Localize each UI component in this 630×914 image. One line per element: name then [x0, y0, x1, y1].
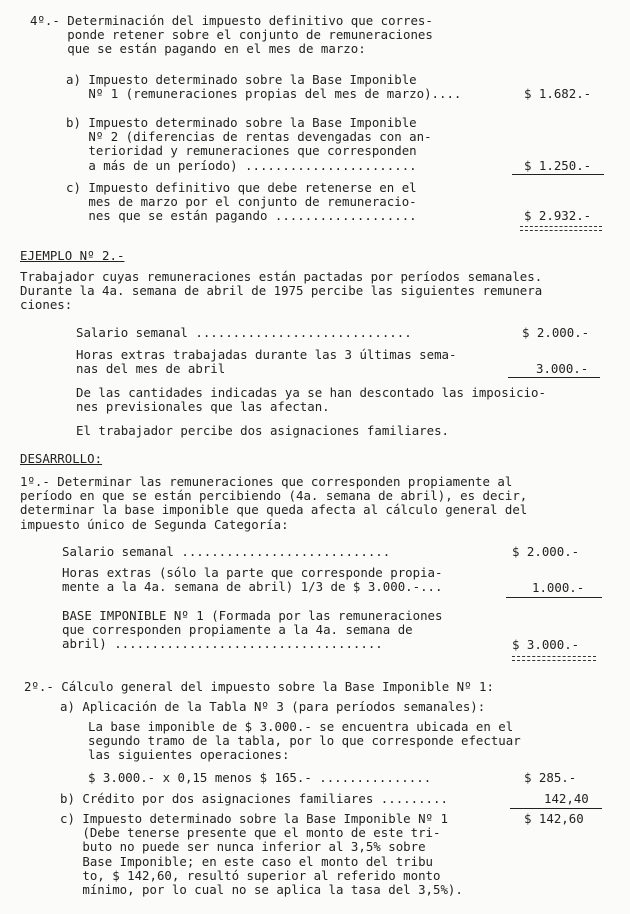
section4-item-b	[66, 116, 432, 173]
step1-overtime	[62, 566, 442, 594]
step2-c-line: Base Imponible; en este caso el monto del tribu	[60, 853, 433, 869]
overtime-block	[76, 348, 456, 376]
item-text-line: Nº 1 (remuneraciones propias del mes de marzo)....	[66, 86, 462, 102]
step1-line: impuesto único de Segunda Categoría:	[20, 516, 289, 532]
step1-overtime-line: Horas extras (sólo la parte que corresponde propia-	[62, 565, 443, 580]
step1-base-line: que corresponden propiamente a la 4a. semana de	[62, 622, 413, 638]
step1-salary-amount: $ 2.000.-	[512, 544, 580, 559]
step1-base-amount: $ 3.000.-	[512, 637, 580, 652]
section4-heading-line: ponde retener sobre el conjunto de remuneraciones	[30, 27, 433, 43]
item-text-line: terioridad y remuneraciones que corresponden	[66, 143, 417, 159]
intro-line: Trabajador cuyas remuneraciones están pactadas por períodos semanales.	[20, 269, 543, 284]
salary-label: Salario semanal .............................	[76, 325, 412, 340]
step2-item-b-label: b) Crédito por dos asignaciones familiares .........	[60, 791, 448, 806]
item-a-amount: $ 1.682.-	[524, 86, 592, 101]
example2-note	[76, 386, 546, 414]
step2-item-c	[60, 812, 463, 897]
item-text-line: nes que se están pagando ...................	[66, 208, 417, 224]
section4-item-a	[66, 73, 461, 101]
step2-item-c-amount: $ 142,60	[524, 811, 584, 826]
step2-c-line: (Debe tenerse presente que el monto de este tri-	[60, 825, 441, 841]
step2-c-line: buto no puede ser nunca inferior al 3,5% sobre	[60, 839, 426, 855]
item-text-line: c) Impuesto definitivo que debe retenerse en el	[66, 180, 417, 195]
note-line: De las cantidades indicadas ya se han descontado las imposicio-	[76, 385, 546, 400]
step2-calc: $ 3.000.- x 0,15 menos $ 165.- ...............	[88, 770, 432, 785]
note-line: nes previsionales que las afectan.	[76, 399, 330, 415]
development-title: DESARROLLO:	[20, 451, 103, 466]
item-c-amount: $ 2.932.-	[524, 208, 592, 223]
step1-base	[62, 609, 442, 652]
step2-c-line: c) Impuesto determinado sobre la Base Imponible Nº 1	[60, 811, 448, 826]
step1-base-line: abril) ....................................	[62, 636, 383, 652]
step2-item-b-amount: 142,40	[544, 791, 589, 806]
step1-overtime-amount: 1.000.-	[532, 580, 585, 595]
step2-c-line: mínimo, por lo cual no se aplica la tasa del 3,5%).	[60, 882, 463, 898]
step2-item-a-label: a) Aplicación de la Tabla Nº 3 (para períodos semanales):	[60, 699, 486, 714]
item-text-line: Nº 2 (diferencias de rentas devengadas con an-	[66, 129, 432, 145]
section4-heading-line: que se están pagando en el mes de marzo:	[30, 41, 366, 57]
item-b-amount: $ 1.250.-	[524, 158, 592, 173]
step1-line: 1º.- Determinar las remuneraciones que corresponden propiamente al	[20, 474, 513, 489]
step1-base-line: BASE IMPONIBLE Nº 1 (Formada por las remuneraciones	[62, 608, 443, 623]
item-text-line: mes de marzo por el conjunto de remuneracio-	[66, 194, 417, 210]
step1-line: determinar la base imponible que queda afecta al cálculo general del	[20, 502, 528, 518]
example2-intro	[20, 270, 542, 313]
subtotal-rule	[508, 377, 600, 378]
subtotal-rule	[510, 808, 602, 809]
intro-line: Durante la 4a. semana de abril de 1975 percibe las siguientes remunera	[20, 283, 543, 299]
salary-amount: $ 2.000.-	[522, 325, 590, 340]
step2-a-line: segundo tramo de la tabla, por lo que corresponde efectuar	[88, 733, 521, 749]
step2-heading: 2º.- Cálculo general del impuesto sobre la Base Imponible Nº 1:	[24, 679, 494, 694]
item-text-line: a) Impuesto determinado sobre la Base Imponible	[66, 72, 417, 87]
intro-line: ciones:	[20, 297, 73, 313]
total-double-rule	[520, 226, 602, 231]
step2-calc-amount: $ 285.-	[524, 770, 577, 785]
overtime-line: nas del mes de abril	[76, 361, 226, 377]
step1-line: período en que se están percibiendo (4a. semana de abril), es decir,	[20, 488, 528, 504]
step2-a-line: las siguientes operaciones:	[88, 747, 290, 763]
section4-heading	[30, 14, 433, 57]
overtime-amount: 3.000.-	[536, 361, 589, 376]
subtotal-rule	[512, 174, 604, 175]
section4-item-c	[66, 181, 417, 224]
step1-text	[20, 475, 527, 532]
overtime-line: Horas extras trabajadas durante las 3 últimas sema-	[76, 347, 457, 362]
step2-item-a-text	[88, 720, 521, 763]
item-text-line: a más de un período) .......................	[66, 157, 417, 173]
item-text-line: b) Impuesto determinado sobre la Base Imponible	[66, 115, 417, 130]
step2-a-line: La base imponible de $ 3.000.- se encuentra ubicada en el	[88, 719, 514, 734]
section4-heading-line: 4º.- Determinación del impuesto definitivo que corres-	[30, 13, 433, 28]
allowances-text: El trabajador percibe dos asignaciones familiares.	[76, 423, 449, 438]
example2-title: EJEMPLO Nº 2.-	[20, 248, 125, 263]
total-double-rule	[512, 656, 596, 661]
step2-c-line: to, $ 142,60, resultó superior al referido monto	[60, 867, 441, 883]
step1-salary-label: Salario semanal ............................	[62, 544, 391, 559]
step1-overtime-line: mente a la 4a. semana de abril) 1/3 de $ 3.000.-...	[62, 579, 443, 595]
subtotal-rule	[506, 597, 602, 598]
